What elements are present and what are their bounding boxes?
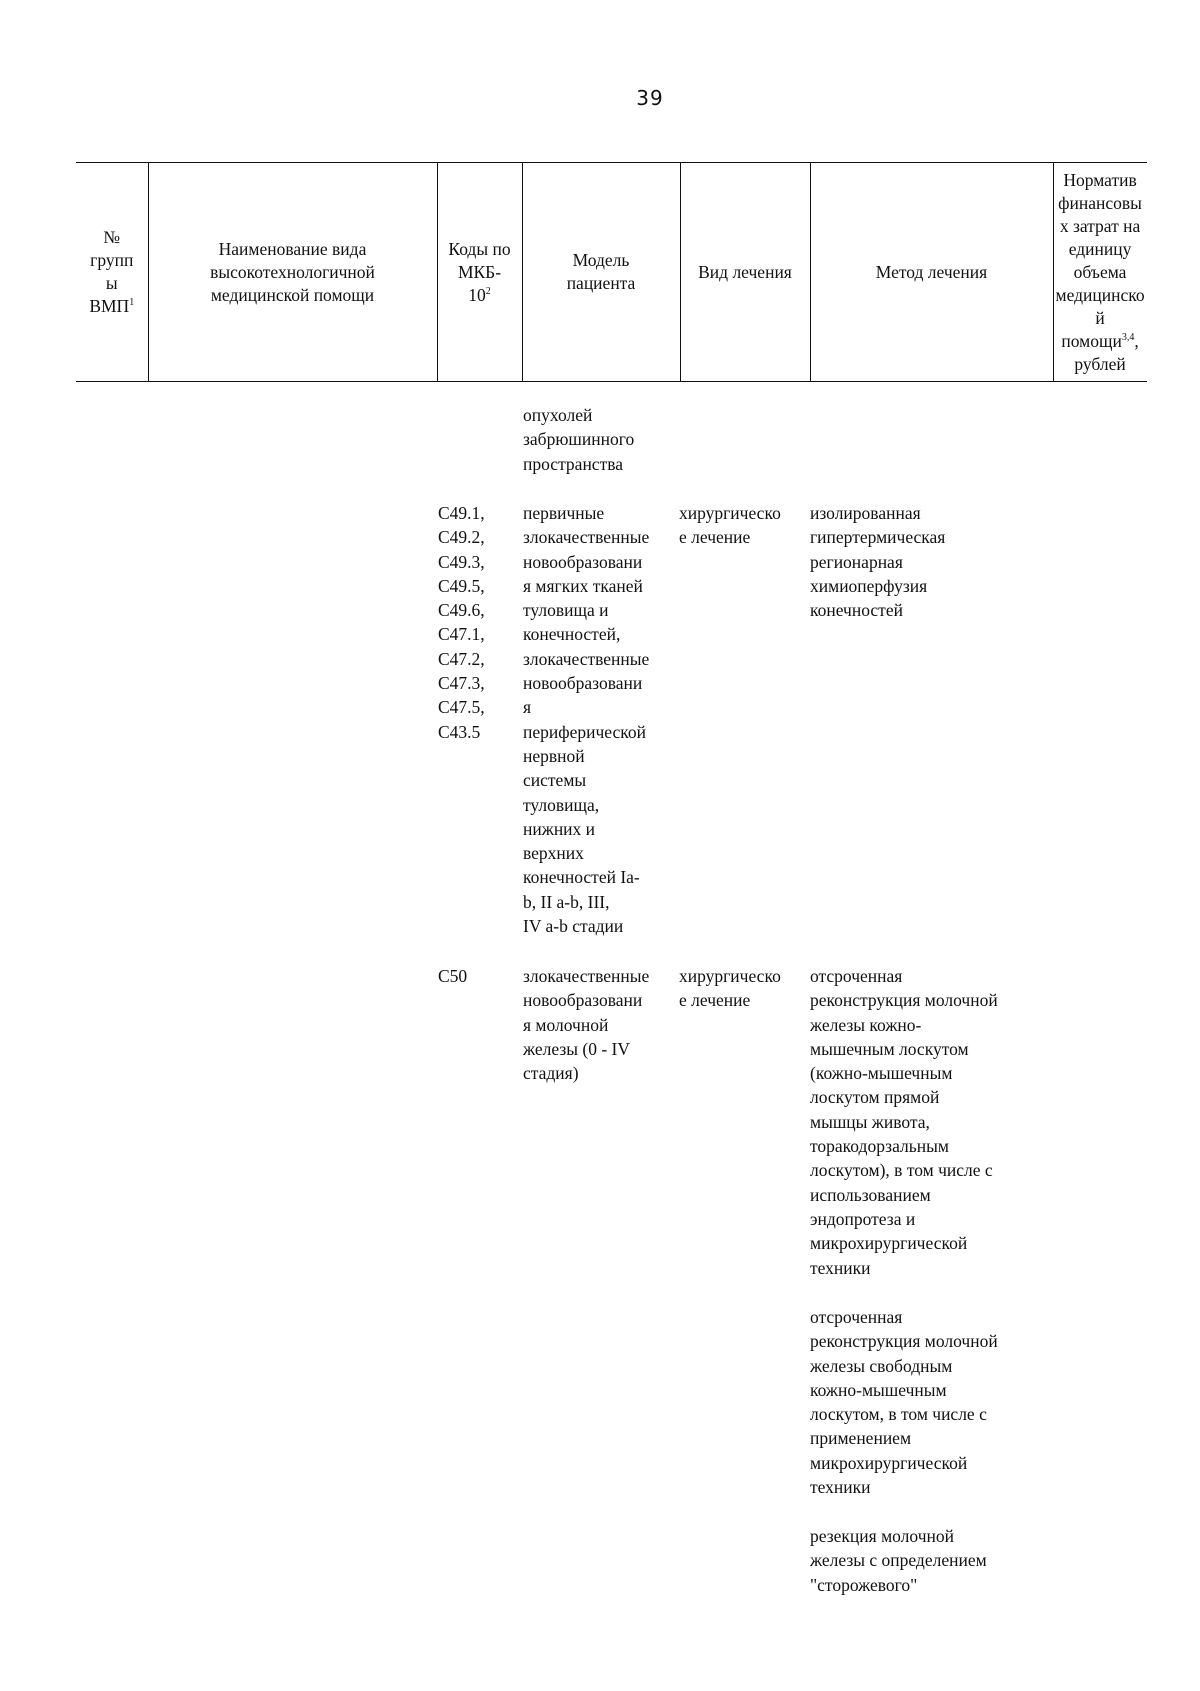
- row2-patient-model: злокачественные новообразовани я молочной железы (0 - IV стадия): [523, 966, 650, 1084]
- header-cost-standard: Норматив финансовы х затрат на единицу объема медицинско й помощи$^{3,4}$, рублей: [1053, 163, 1147, 382]
- row2-treatment-method-2: отсроченная реконструкция молочной железы свободным кожно-мышечным лоскутом, в том числе с применением микрохирургической техники: [810, 1307, 998, 1498]
- header-treatment-type: Вид лечения: [680, 163, 810, 382]
- row1-patient-model: первичные злокачественные новообразовани я мягких тканей туловища и конечностей, злокачественные новообразовани я периферической нервной системы туловища, нижних и верхних конечностей Ia- b, II a-b, III, IV a-b стадии: [523, 503, 650, 937]
- row2-icd-codes: C50: [438, 966, 468, 986]
- row1-treatment-method: изолированная гипертермическая регионарная химиоперфузия конечностей: [810, 503, 946, 621]
- page-number: 39: [636, 86, 664, 110]
- header-treatment-method: Метод лечения: [810, 163, 1053, 382]
- row2-treatment-method-3: резекция молочной железы с определением "сторожевого": [810, 1526, 987, 1595]
- header-patient-model: Модель пациента: [522, 163, 680, 382]
- row1-icd-codes: C49.1, C49.2, C49.3, C49.5, C49.6, C47.1, C47.2, C47.3, C47.5, C43.5: [438, 503, 485, 742]
- row0-patient-model: опухолей забрюшинного пространства: [523, 405, 635, 474]
- row2-treatment-method-1: отсроченная реконструкция молочной железы кожно- мышечным лоскутом (кожно-мышечным лоскутом прямой мышцы живота, торакодорзальным лоскутом), в том числе с использованием эндопротеза и микрохирургической техники: [810, 966, 998, 1278]
- row2-treatment-type: хирургическо е лечение: [679, 966, 781, 1011]
- header-icd-codes: Коды по МКБ- $10^2$: [437, 163, 522, 382]
- row1-treatment-type: хирургическо е лечение: [679, 503, 781, 548]
- header-care-type-name: Наименование вида высокотехнологичной медицинской помощи: [148, 163, 437, 382]
- header-group-number: № групп ы ВМП$^1$: [76, 163, 148, 382]
- table-header: [76, 162, 1147, 382]
